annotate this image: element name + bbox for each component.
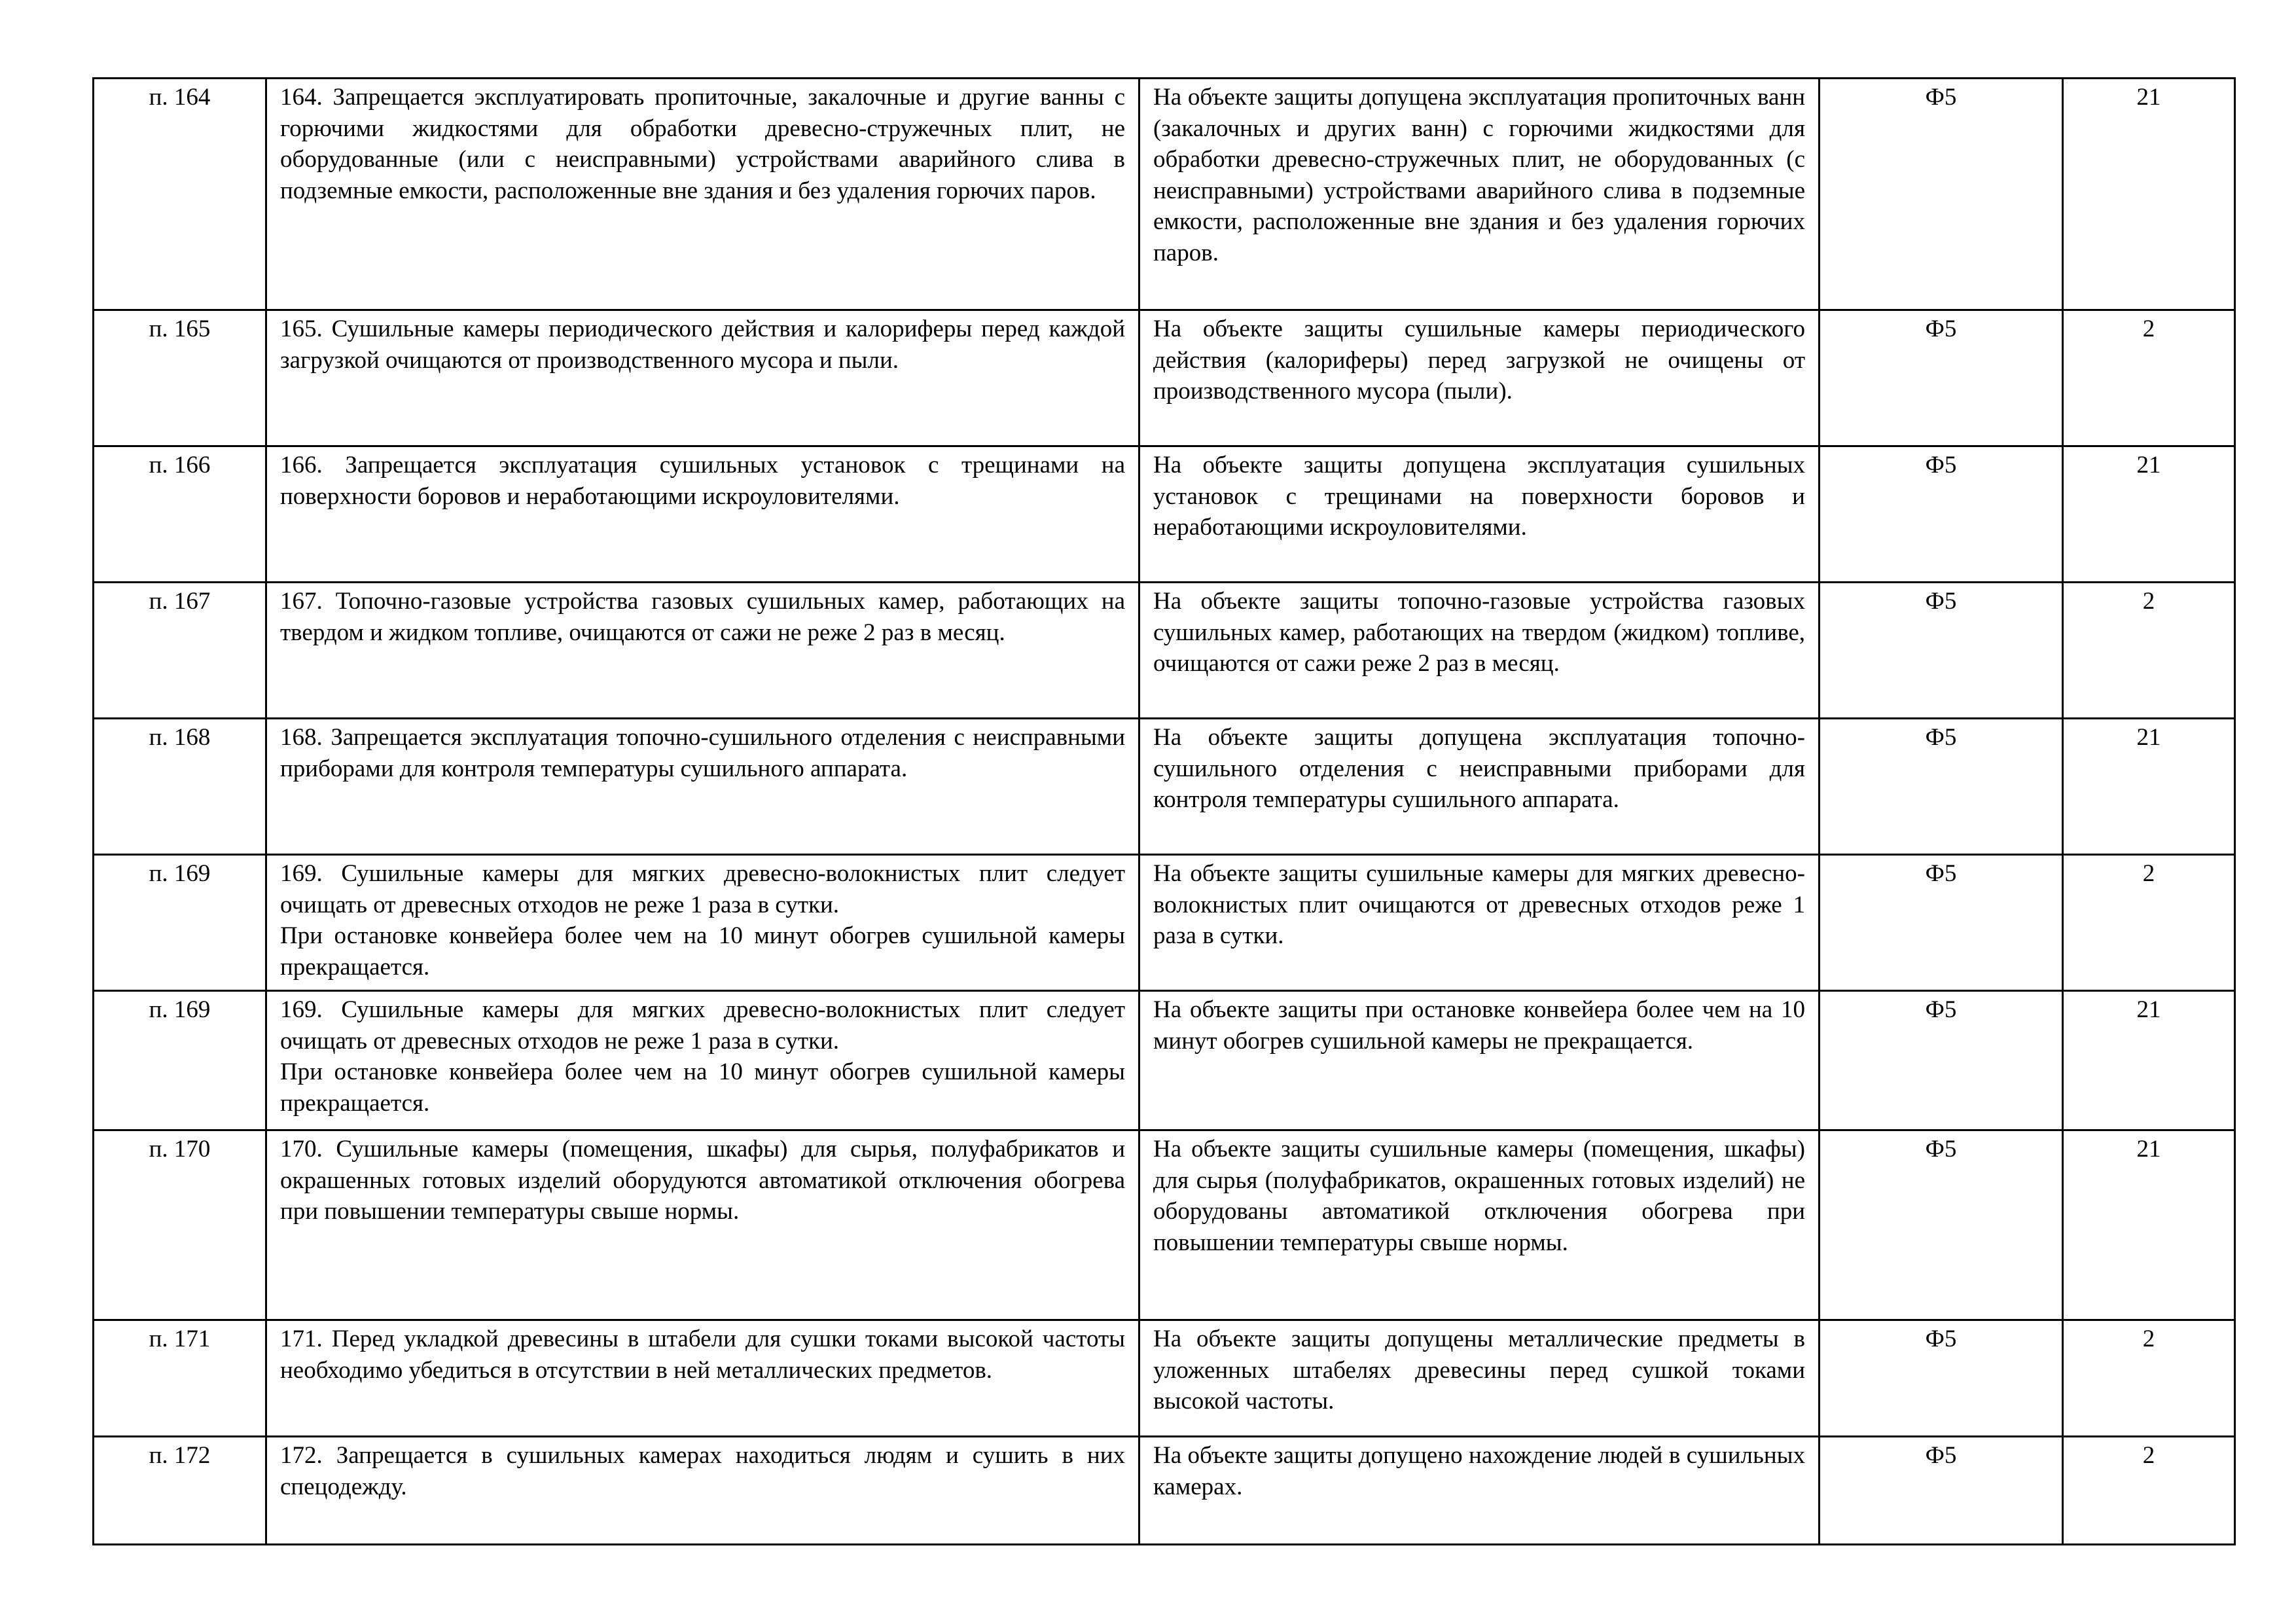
- clause-ref: п. 167: [94, 583, 266, 719]
- requirement-text: [266, 1320, 1139, 1437]
- violation-text: На объекте защиты топочно-газовые устройства газовых сушильных камер, работающих на твердом (жидком) топливе, очищаются от сажи реже 2 раз в месяц.: [1139, 583, 1820, 719]
- requirement-text: [266, 1130, 1139, 1320]
- requirement-paragraph: 169. Сушильные камеры для мягких древесно-волокнистых плит следует очищать от древесных отходов не реже 1 раза в сутки.: [280, 860, 1125, 918]
- class-code: Ф5: [1820, 446, 2063, 583]
- clause-ref: п. 172: [94, 1437, 266, 1545]
- article-number: 2: [2063, 583, 2235, 719]
- clause-ref: п. 165: [94, 310, 266, 446]
- article-number: 21: [2063, 79, 2235, 310]
- article-number: 21: [2063, 719, 2235, 855]
- requirement-text: [266, 446, 1139, 583]
- table-row: [94, 991, 2235, 1130]
- table-row: [94, 79, 2235, 310]
- violation-text: На объекте защиты допущены металлические предметы в уложенных штабелях древесины перед сушкой токами высокой частоты.: [1139, 1320, 1820, 1437]
- class-code: Ф5: [1820, 1437, 2063, 1545]
- requirement-paragraph: 167. Топочно-газовые устройства газовых сушильных камер, работающих на твердом и жидком топливе, очищаются от сажи не реже 2 раз в месяц.: [280, 588, 1125, 646]
- table-row: [94, 1130, 2235, 1320]
- requirement-paragraph: 165. Сушильные камеры периодического действия и калориферы перед каждой загрузкой очищаются от производственного мусора и пыли.: [280, 316, 1125, 374]
- violation-text: На объекте защиты сушильные камеры периодического действия (калориферы) перед загрузкой не очищены от производственного мусора (пыли).: [1139, 310, 1820, 446]
- requirement-text: [266, 719, 1139, 855]
- violation-text: На объекте защиты допущено нахождение людей в сушильных камерах.: [1139, 1437, 1820, 1545]
- class-code: Ф5: [1820, 855, 2063, 991]
- requirement-paragraph: 169. Сушильные камеры для мягких древесно-волокнистых плит следует очищать от древесных отходов не реже 1 раза в сутки.: [280, 996, 1125, 1055]
- requirement-text: [266, 310, 1139, 446]
- article-number: 2: [2063, 1437, 2235, 1545]
- table-row: [94, 855, 2235, 991]
- requirement-paragraph: 164. Запрещается эксплуатировать пропиточные, закалочные и другие ванны с горючими жидкостями для обработки древесно-стружечных плит, не оборудованные (или с неисправными) устройствами аварийного слива в подземные емкости, расположенные вне здания и без удаления горючих паров.: [280, 84, 1125, 204]
- clause-ref: п. 171: [94, 1320, 266, 1437]
- table-row: [94, 719, 2235, 855]
- violation-text: На объекте защиты при остановке конвейера более чем на 10 минут обогрев сушильной камеры не прекращается.: [1139, 991, 1820, 1130]
- requirement-text: [266, 991, 1139, 1130]
- class-code: Ф5: [1820, 991, 2063, 1130]
- table-row: [94, 446, 2235, 583]
- class-code: Ф5: [1820, 79, 2063, 310]
- clause-ref: п. 170: [94, 1130, 266, 1320]
- violation-text: На объекте защиты допущена эксплуатация сушильных установок с трещинами на поверхности боровов и неработающими искроуловителями.: [1139, 446, 1820, 583]
- table-row: [94, 1437, 2235, 1545]
- clause-ref: п. 166: [94, 446, 266, 583]
- table-row: [94, 1320, 2235, 1437]
- article-number: 2: [2063, 310, 2235, 446]
- violation-text: На объекте защиты сушильные камеры (помещения, шкафы) для сырья (полуфабрикатов, окрашенных готовых изделий) не оборудованы автоматикой отключения обогрева при повышении температуры свыше нормы.: [1139, 1130, 1820, 1320]
- requirement-text: [266, 855, 1139, 991]
- class-code: Ф5: [1820, 583, 2063, 719]
- requirement-paragraph: 170. Сушильные камеры (помещения, шкафы) для сырья, полуфабрикатов и окрашенных готовых изделий оборудуются автоматикой отключения обогрева при повышении температуры свыше нормы.: [280, 1136, 1125, 1225]
- clause-ref: п. 168: [94, 719, 266, 855]
- table-row: [94, 310, 2235, 446]
- requirement-paragraph: 168. Запрещается эксплуатация топочно-сушильного отделения с неисправными приборами для контроля температуры сушильного аппарата.: [280, 724, 1125, 782]
- clause-ref: п. 169: [94, 855, 266, 991]
- violation-text: На объекте защиты допущена эксплуатация топочно-сушильного отделения с неисправными приборами для контроля температуры сушильного аппарата.: [1139, 719, 1820, 855]
- requirement-text: [266, 1437, 1139, 1545]
- violation-text: На объекте защиты допущена эксплуатация пропиточных ванн (закалочных и других ванн) с горючими жидкостями для обработки древесно-стружечных плит, не оборудованных (с неисправными) устройствами аварийного слива в подземные емкости, расположенные вне здания и без удаления горючих паров.: [1139, 79, 1820, 310]
- clause-ref: п. 164: [94, 79, 266, 310]
- requirement-paragraph: При остановке конвейера более чем на 10 минут обогрев сушильной камеры прекращается.: [280, 1058, 1125, 1117]
- violation-text: На объекте защиты сушильные камеры для мягких древесно-волокнистых плит очищаются от древесных отходов реже 1 раза в сутки.: [1139, 855, 1820, 991]
- requirement-paragraph: 166. Запрещается эксплуатация сушильных установок с трещинами на поверхности боровов и неработающими искроуловителями.: [280, 452, 1125, 510]
- requirement-paragraph: При остановке конвейера более чем на 10 минут обогрев сушильной камеры прекращается.: [280, 922, 1125, 981]
- article-number: 21: [2063, 1130, 2235, 1320]
- requirements-table: [92, 77, 2236, 1545]
- article-number: 2: [2063, 855, 2235, 991]
- article-number: 21: [2063, 991, 2235, 1130]
- class-code: Ф5: [1820, 310, 2063, 446]
- class-code: Ф5: [1820, 719, 2063, 855]
- article-number: 21: [2063, 446, 2235, 583]
- requirement-paragraph: 172. Запрещается в сушильных камерах находиться людям и сушить в них спецодежду.: [280, 1442, 1125, 1500]
- requirement-paragraph: 171. Перед укладкой древесины в штабели для сушки токами высокой частоты необходимо убедиться в отсутствии в ней металлических предметов.: [280, 1326, 1125, 1384]
- table-row: [94, 583, 2235, 719]
- requirement-text: [266, 79, 1139, 310]
- requirement-text: [266, 583, 1139, 719]
- class-code: Ф5: [1820, 1320, 2063, 1437]
- article-number: 2: [2063, 1320, 2235, 1437]
- clause-ref: п. 169: [94, 991, 266, 1130]
- class-code: Ф5: [1820, 1130, 2063, 1320]
